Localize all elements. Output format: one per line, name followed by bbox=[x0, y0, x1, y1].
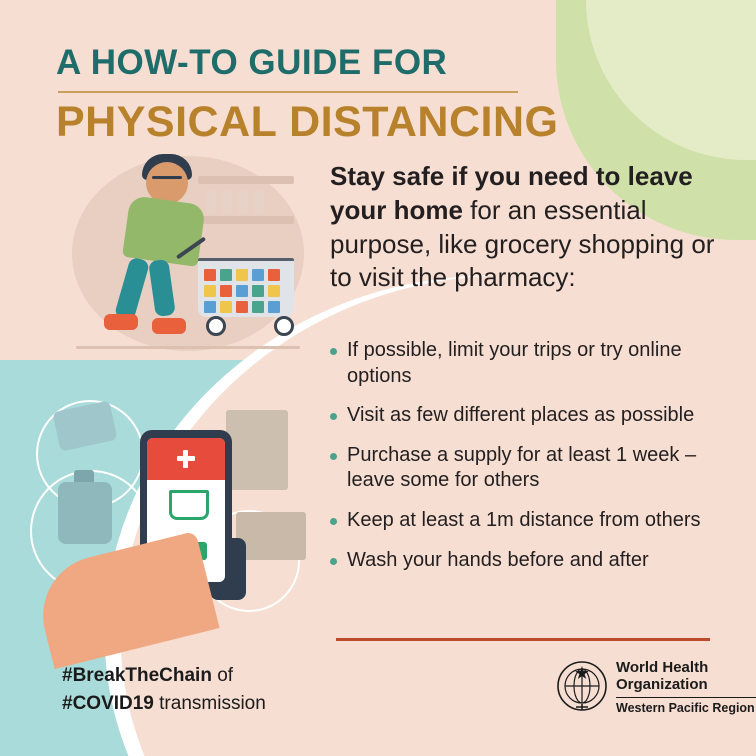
bullet-dot-icon bbox=[330, 518, 337, 525]
list-item-label: If possible, limit your trips or try online options bbox=[347, 339, 682, 387]
list-item bbox=[330, 338, 730, 389]
cart-item bbox=[236, 301, 248, 313]
pharmacy-banner bbox=[147, 438, 225, 480]
hashtag-line-1 bbox=[62, 662, 362, 690]
cart-item bbox=[204, 285, 216, 297]
list-item bbox=[330, 548, 730, 574]
who-emblem-icon bbox=[556, 660, 608, 712]
cart-item bbox=[220, 301, 232, 313]
who-wordmark bbox=[616, 660, 756, 715]
tips-list bbox=[330, 338, 730, 587]
shelf-icon bbox=[198, 176, 294, 184]
cart-item bbox=[252, 301, 264, 313]
glasses-icon bbox=[152, 176, 182, 179]
list-item-label: Visit as few different places as possible bbox=[347, 404, 695, 427]
list-item bbox=[330, 443, 730, 494]
shopper-shoe bbox=[152, 318, 186, 334]
list-item-label: Purchase a supply for at least 1 week – leave some for others bbox=[347, 443, 697, 492]
medical-cross-icon bbox=[183, 450, 188, 468]
shopper-shoe bbox=[104, 314, 138, 330]
shopping-cart bbox=[198, 258, 294, 317]
cart-item bbox=[236, 269, 248, 281]
cart-wheel-icon bbox=[206, 316, 226, 336]
bottle-icon bbox=[206, 190, 216, 214]
list-item-label: Wash your hands before and after bbox=[347, 548, 649, 571]
cart-item bbox=[220, 285, 232, 297]
title-line-2: PHYSICAL DISTANCING bbox=[56, 97, 559, 146]
hashtag-line-2 bbox=[62, 690, 362, 718]
bottle-icon bbox=[254, 190, 264, 214]
bottle-icon bbox=[222, 190, 232, 214]
delivery-box-icon bbox=[236, 512, 306, 560]
cart-item bbox=[252, 285, 264, 297]
poster-header bbox=[56, 44, 676, 145]
online-shopping-illustration bbox=[30, 400, 330, 630]
water-jug-icon bbox=[58, 482, 112, 544]
bullet-dot-icon bbox=[330, 413, 337, 420]
hashtag-covid19: #COVID19 bbox=[62, 692, 154, 714]
bullet-dot-icon bbox=[330, 453, 337, 460]
footer-divider bbox=[336, 638, 710, 641]
cart-item bbox=[236, 285, 248, 297]
title-line-1: A HOW-TO GUIDE FOR bbox=[56, 43, 448, 82]
who-name-line-1: World Health bbox=[616, 659, 709, 676]
lede-bold: Stay safe if you need to leave your home bbox=[330, 161, 693, 225]
cart-item bbox=[268, 285, 280, 297]
bottle-icon bbox=[238, 190, 248, 214]
shopper-illustration bbox=[48, 150, 318, 380]
bullet-dot-icon bbox=[330, 558, 337, 565]
list-item bbox=[330, 403, 730, 429]
paper-bag-icon bbox=[226, 410, 288, 490]
cart-item bbox=[252, 269, 264, 281]
floor-line bbox=[76, 346, 300, 349]
who-logo-block bbox=[556, 659, 755, 715]
lede-block bbox=[330, 160, 720, 295]
shelf-icon bbox=[198, 216, 294, 224]
shopper-body bbox=[122, 195, 206, 267]
cart-item bbox=[268, 301, 280, 313]
cart-item bbox=[204, 301, 216, 313]
title-divider bbox=[58, 91, 518, 93]
who-divider bbox=[616, 697, 756, 698]
hashtag-breakthechain: #BreakTheChain bbox=[62, 665, 212, 686]
who-name-line-2: Organization bbox=[616, 675, 708, 693]
lede-paragraph bbox=[330, 160, 720, 295]
hashtag-suffix-1: of bbox=[211, 665, 234, 686]
bullet-dot-icon bbox=[330, 348, 337, 355]
who-region-label: Western Pacific Region bbox=[616, 700, 755, 715]
hashtag-suffix-2: transmission bbox=[153, 692, 266, 714]
list-item bbox=[330, 508, 730, 534]
hashtag-block bbox=[62, 662, 362, 717]
cart-wheel-icon bbox=[274, 316, 294, 336]
cart-item bbox=[204, 269, 216, 281]
cart-item bbox=[268, 269, 280, 281]
cart-item bbox=[220, 269, 232, 281]
list-item-label: Keep at least a 1m distance from others bbox=[347, 508, 701, 531]
lede-rest: for an essential purpose, like grocery shopping or to visit the pharmacy: bbox=[330, 194, 715, 293]
shopping-cart-icon bbox=[169, 490, 209, 520]
